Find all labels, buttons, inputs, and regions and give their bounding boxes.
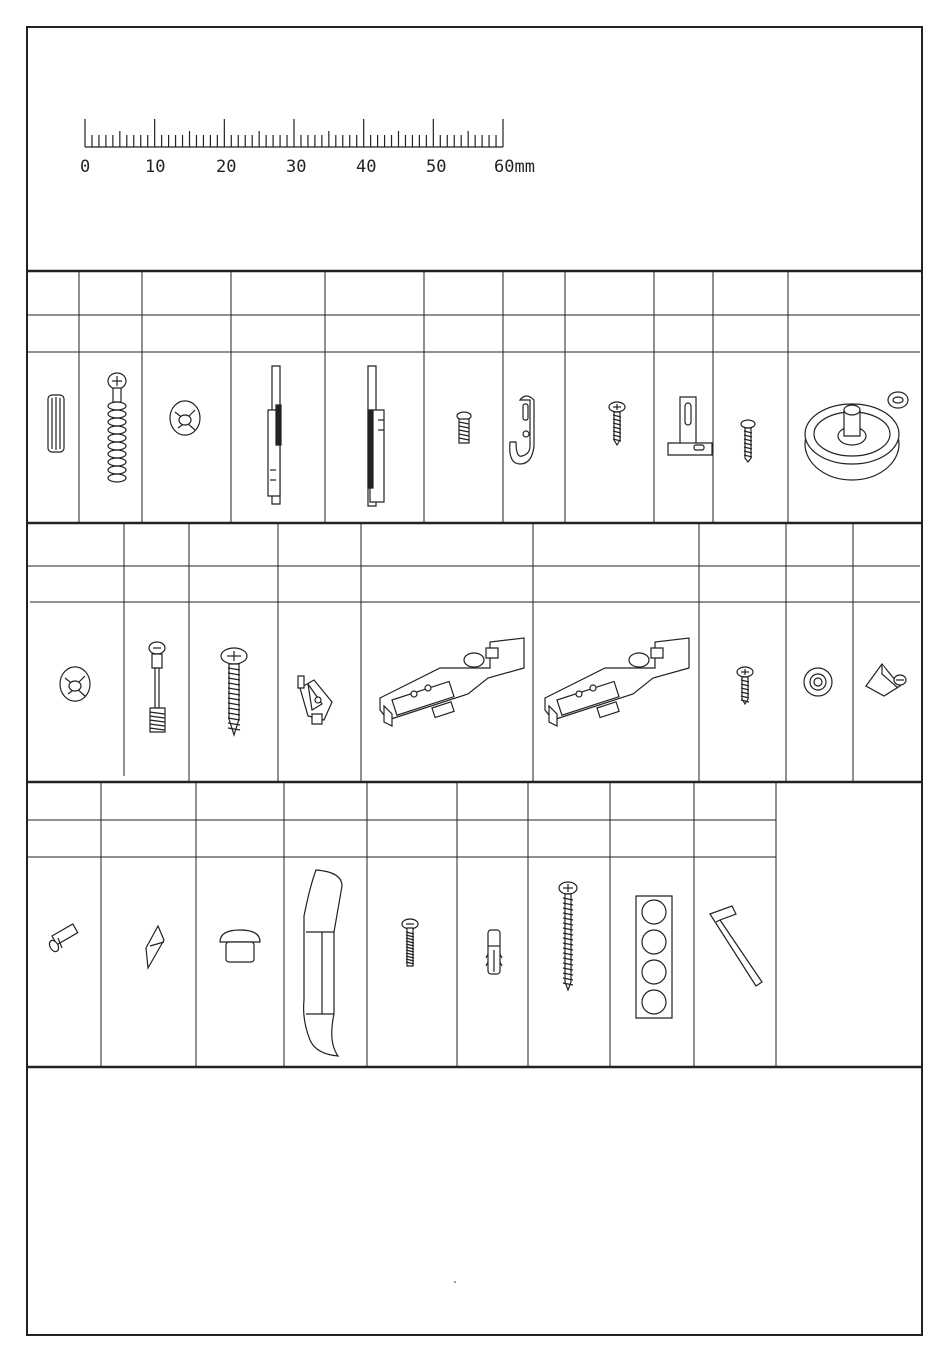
ruler-label: 30 [286,157,307,177]
cap-plug-icon [220,930,260,962]
metal-dowel-icon [48,924,78,953]
ruler-label: 40 [356,157,377,177]
ruler-label: 0 [80,157,91,177]
wall-plug-icon [486,930,502,974]
screw-icon [737,667,753,704]
ruler-label: 10 [145,157,166,177]
hanger-hook-icon [510,396,534,464]
bolt-ring [108,442,126,450]
allen-key-icon [710,906,762,986]
wooden-dowel-icon [48,395,64,452]
bolt-ring [108,426,126,434]
hinge-icon [545,638,689,726]
bolt-ring [108,418,126,426]
bolt-ring [108,474,126,482]
bolt-ring [108,402,126,410]
bolt-ring [108,466,126,474]
cam-cover-icon [146,926,164,968]
ruler-label: 50 [426,157,447,177]
screw-icon [609,402,625,445]
bolt-ring [108,450,126,458]
wood-screw-icon [221,648,247,735]
hinge-icon [380,638,524,726]
bolt-ring [108,458,126,466]
drawer-runner-left-icon [268,366,281,504]
cam-lock-icon [170,401,200,435]
ruler-label: 20 [216,157,237,177]
cover-cap-icon [804,668,832,696]
drawer-runner-right-icon [368,366,384,506]
machine-bolt-icon [402,919,418,966]
cam-bolt-icon [108,373,126,482]
long-screw-icon [559,882,577,990]
castor-wheel-icon [805,392,908,480]
angle-bracket-icon [668,397,712,455]
bolt-ring [108,410,126,418]
ruler-labels [80,157,535,177]
dot-mark [454,1281,456,1283]
small-screw-icon [741,420,755,462]
shelf-support-bracket-icon [298,676,332,724]
handle-icon [304,870,342,1056]
cam-lock-icon [60,667,90,701]
bolt-ring [108,434,126,442]
connector-bolt-icon [149,642,165,732]
measuring-ruler [85,119,503,147]
short-screw-icon [457,412,471,443]
parts-row-1-grid [27,271,920,523]
felt-pads-icon [636,896,672,1018]
ruler-label: 60mm [494,157,535,177]
corner-block-icon [866,664,906,696]
